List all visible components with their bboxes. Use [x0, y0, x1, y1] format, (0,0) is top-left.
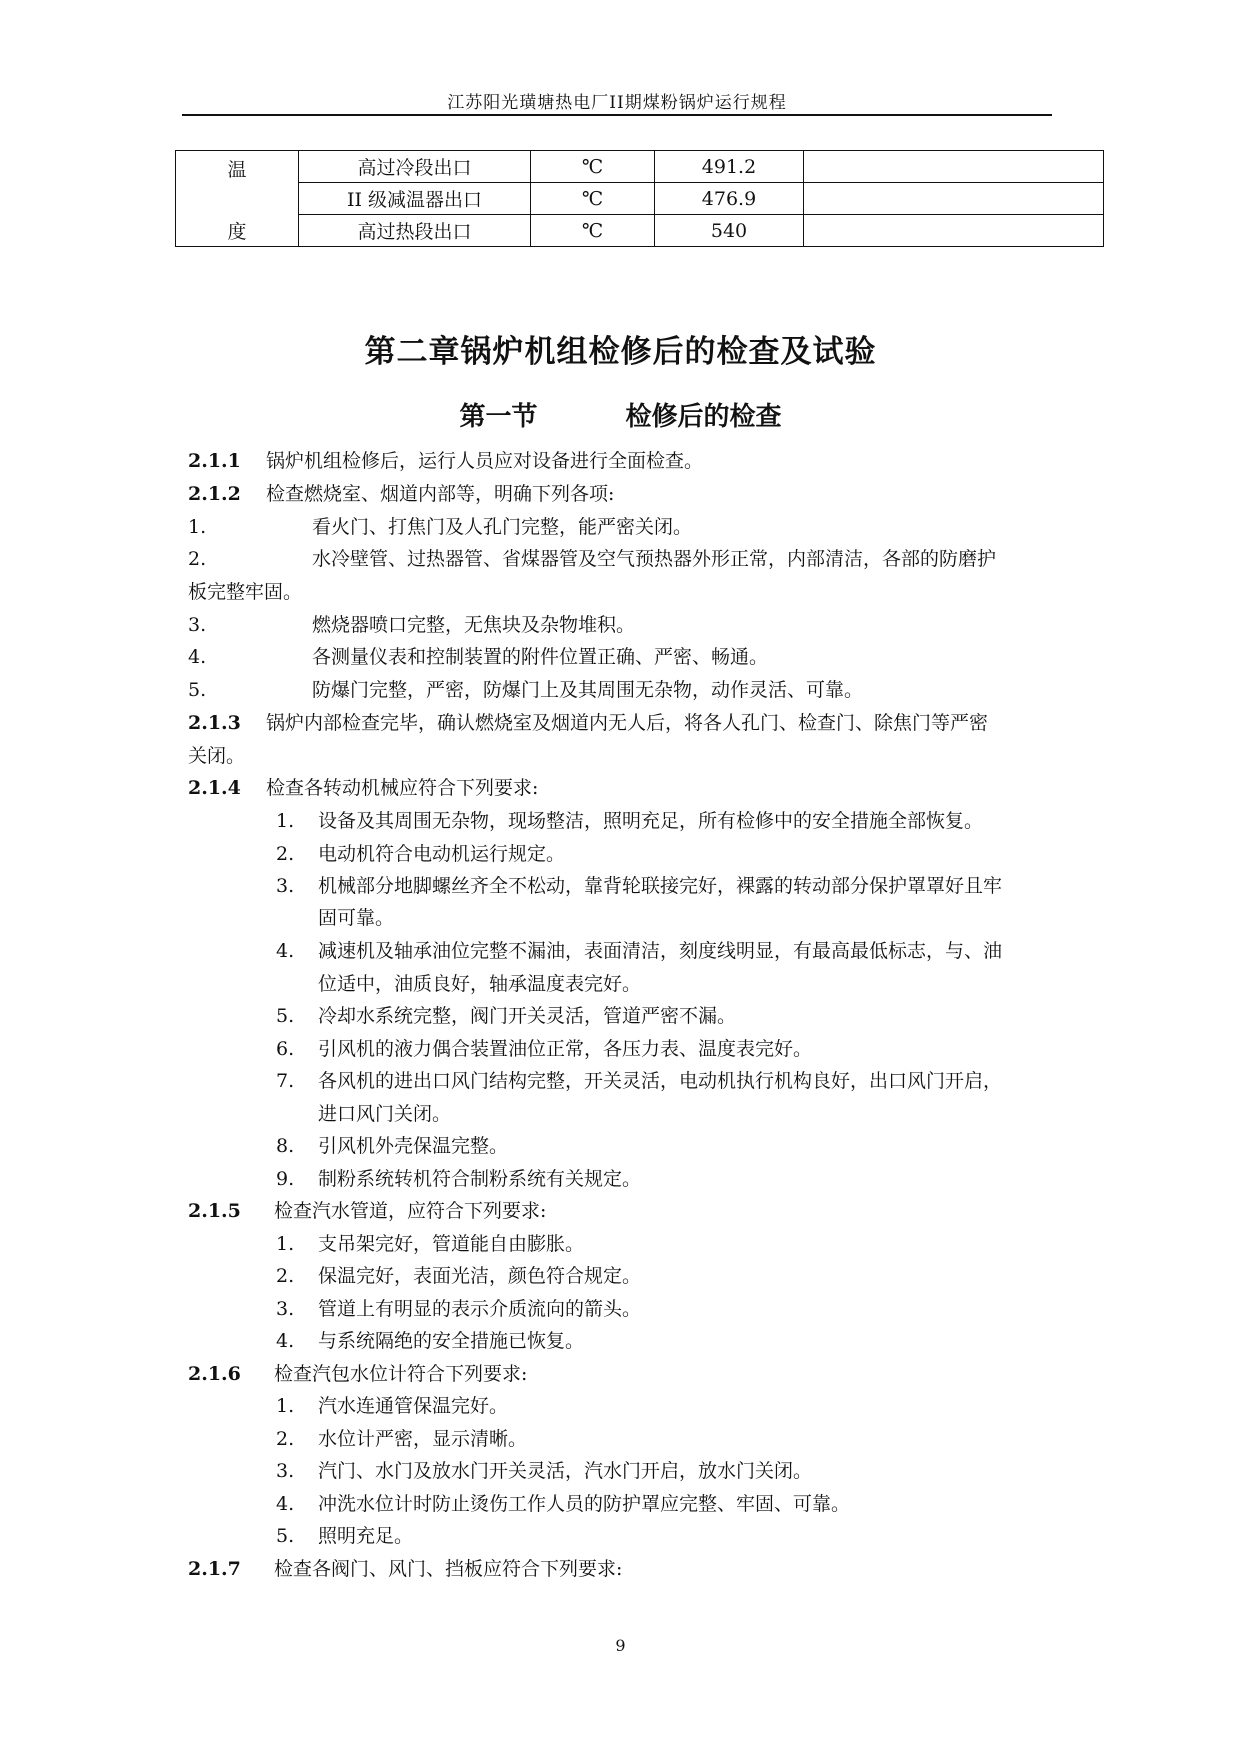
section-number: 第一节 — [459, 402, 538, 432]
clause-2-1-6 — [188, 1362, 527, 1386]
item-number: 4. — [276, 1330, 295, 1352]
item-text: 引风机外壳保温完整。 — [318, 1135, 509, 1157]
table-row — [176, 151, 1104, 183]
row-name: 高过冷段出口 — [299, 151, 531, 183]
list-item — [276, 1394, 508, 1418]
clause-number: 2.1.6 — [188, 1363, 241, 1385]
item-number: 5. — [276, 1525, 295, 1547]
row-note — [804, 215, 1104, 247]
item-number: 1. — [276, 1233, 295, 1255]
item-number: 9. — [276, 1168, 295, 1190]
item-continuation: 进口风门关闭。 — [318, 1103, 452, 1125]
list-item — [276, 1329, 584, 1353]
row-value: 476.9 — [655, 183, 804, 215]
list-item — [188, 515, 692, 539]
clause-continuation: 关闭。 — [188, 745, 246, 767]
list-item — [276, 1524, 413, 1548]
row-unit: ℃ — [531, 151, 655, 183]
item-continuation: 板完整牢固。 — [188, 581, 303, 603]
item-text: 看火门、打焦门及人孔门完整，能严密关闭。 — [312, 516, 693, 538]
item-number: 5. — [188, 679, 207, 701]
row-unit: ℃ — [531, 215, 655, 247]
item-number: 1. — [276, 810, 295, 832]
list-item — [276, 1232, 584, 1256]
list-item — [276, 842, 565, 866]
item-text: 与系统隔绝的安全措施已恢复。 — [318, 1330, 585, 1352]
item-continuation: 位适中，油质良好，轴承温度表完好。 — [318, 973, 642, 995]
list-item — [276, 809, 983, 833]
item-text: 减速机及轴承油位完整不漏油，表面清洁，刻度线明显，有最高最低标志，与、油 — [318, 940, 1003, 962]
section-heading — [0, 396, 1241, 433]
item-number: 8. — [276, 1135, 295, 1157]
row-value: 540 — [655, 215, 804, 247]
item-text: 管道上有明显的表示介质流向的箭头。 — [318, 1298, 642, 1320]
item-number: 5. — [276, 1005, 295, 1027]
clause-text: 检查汽水管道，应符合下列要求: — [274, 1200, 547, 1222]
clause-number: 2.1.5 — [188, 1200, 241, 1222]
clause-text: 锅炉机组检修后，运行人员应对设备进行全面检查。 — [266, 450, 704, 472]
list-item — [276, 1167, 641, 1191]
row-value: 491.2 — [655, 151, 804, 183]
item-text: 保温完好，表面光洁，颜色符合规定。 — [318, 1265, 642, 1287]
item-text: 冲洗水位计时防止烫伤工作人员的防护罩应完整、牢固、可靠。 — [318, 1493, 851, 1515]
item-text: 引风机的液力偶合装置油位正常，各压力表、温度表完好。 — [318, 1038, 813, 1060]
clause-2-1-2 — [188, 482, 614, 506]
page-header: 江苏阳光璜塘热电厂II期煤粉锅炉运行规程 — [447, 93, 787, 113]
item-text: 汽水连通管保温完好。 — [318, 1395, 509, 1417]
item-text: 电动机符合电动机运行规定。 — [318, 843, 566, 865]
clause-number: 2.1.1 — [188, 450, 241, 472]
item-number: 3. — [276, 1298, 295, 1320]
list-item — [188, 678, 863, 702]
table-row — [176, 215, 1104, 247]
item-continuation: 固可靠。 — [318, 907, 395, 929]
clause-text: 检查各转动机械应符合下列要求: — [266, 777, 539, 799]
item-text: 冷却水系统完整，阀门开关灵活，管道严密不漏。 — [318, 1005, 737, 1027]
clause-text: 锅炉内部检查完毕，确认燃烧室及烟道内无人后，将各人孔门、检查门、除焦门等严密 — [266, 712, 989, 734]
header-rule — [182, 114, 1052, 116]
clause-text: 检查汽包水位计符合下列要求: — [274, 1363, 528, 1385]
item-text: 燃烧器喷口完整，无焦块及杂物堆积。 — [312, 614, 636, 636]
item-number: 4. — [188, 646, 207, 668]
clause-text: 检查燃烧室、烟道内部等，明确下列各项: — [266, 483, 615, 505]
item-text: 机械部分地脚螺丝齐全不松动，靠背轮联接完好，裸露的转动部分保护罩罩好且牢 — [318, 875, 1003, 897]
clause-text: 检查各阀门、风门、挡板应符合下列要求: — [274, 1558, 623, 1580]
category-top: 温 — [227, 159, 247, 181]
item-text: 支吊架完好，管道能自由膨胀。 — [318, 1233, 585, 1255]
item-text: 汽门、水门及放水门开关灵活，汽水门开启，放水门关闭。 — [318, 1460, 813, 1482]
section-title: 检修后的检查 — [625, 402, 782, 432]
clause-2-1-7 — [188, 1557, 622, 1581]
page-number: 9 — [615, 1636, 626, 1655]
clause-2-1-1 — [188, 449, 703, 473]
list-item — [276, 1427, 527, 1451]
item-number: 6. — [276, 1038, 295, 1060]
item-number: 3. — [276, 1460, 295, 1482]
item-text: 设备及其周围无杂物，现场整洁，照明充足，所有检修中的安全措施全部恢复。 — [318, 810, 984, 832]
clause-2-1-3 — [188, 711, 988, 735]
clause-2-1-5 — [188, 1199, 546, 1223]
item-number: 2. — [276, 1265, 295, 1287]
clause-number: 2.1.2 — [188, 483, 241, 505]
list-item — [276, 1037, 812, 1061]
row-name: II 级减温器出口 — [299, 183, 531, 215]
item-number: 2. — [188, 548, 207, 570]
item-number: 2. — [276, 843, 295, 865]
table-row — [176, 183, 1104, 215]
clause-2-1-4 — [188, 776, 538, 800]
list-item — [188, 613, 635, 637]
item-text: 水冷壁管、过热器管、省煤器管及空气预热器外形正常，内部清洁，各部的防磨护 — [312, 548, 997, 570]
row-note — [804, 151, 1104, 183]
clause-number: 2.1.4 — [188, 777, 241, 799]
item-number: 3. — [276, 875, 295, 897]
row-note — [804, 183, 1104, 215]
item-text: 防爆门完整，严密，防爆门上及其周围无杂物，动作灵活、可靠。 — [312, 679, 864, 701]
temperature-table — [175, 150, 1104, 247]
list-item — [276, 1264, 641, 1288]
list-item — [276, 939, 1002, 963]
item-number: 1. — [276, 1395, 295, 1417]
item-number: 3. — [188, 614, 207, 636]
item-number: 2. — [276, 1428, 295, 1450]
item-text: 制粉系统转机符合制粉系统有关规定。 — [318, 1168, 642, 1190]
list-item — [188, 547, 996, 571]
list-item — [276, 1069, 1002, 1093]
item-number: 7. — [276, 1070, 295, 1092]
item-text: 各测量仪表和控制装置的附件位置正确、严密、畅通。 — [312, 646, 769, 668]
row-name: 高过热段出口 — [299, 215, 531, 247]
item-text: 各风机的进出口风门结构完整，开关灵活，电动机执行机构良好，出口风门开启， — [318, 1070, 1003, 1092]
clause-number: 2.1.7 — [188, 1558, 241, 1580]
category-cell — [176, 151, 299, 247]
item-number: 4. — [276, 1493, 295, 1515]
item-number: 4. — [276, 940, 295, 962]
list-item — [276, 874, 1002, 898]
list-item — [276, 1459, 812, 1483]
list-item — [276, 1297, 641, 1321]
list-item — [276, 1004, 736, 1028]
item-text: 照明充足。 — [318, 1525, 414, 1547]
clause-number: 2.1.3 — [188, 712, 241, 734]
item-number: 1. — [188, 516, 207, 538]
list-item — [276, 1134, 508, 1158]
row-unit: ℃ — [531, 183, 655, 215]
category-bottom: 度 — [227, 221, 247, 243]
list-item — [188, 645, 768, 669]
list-item — [276, 1492, 850, 1516]
chapter-title: 第二章锅炉机组检修后的检查及试验 — [364, 334, 877, 370]
item-text: 水位计严密，显示清晰。 — [318, 1428, 528, 1450]
